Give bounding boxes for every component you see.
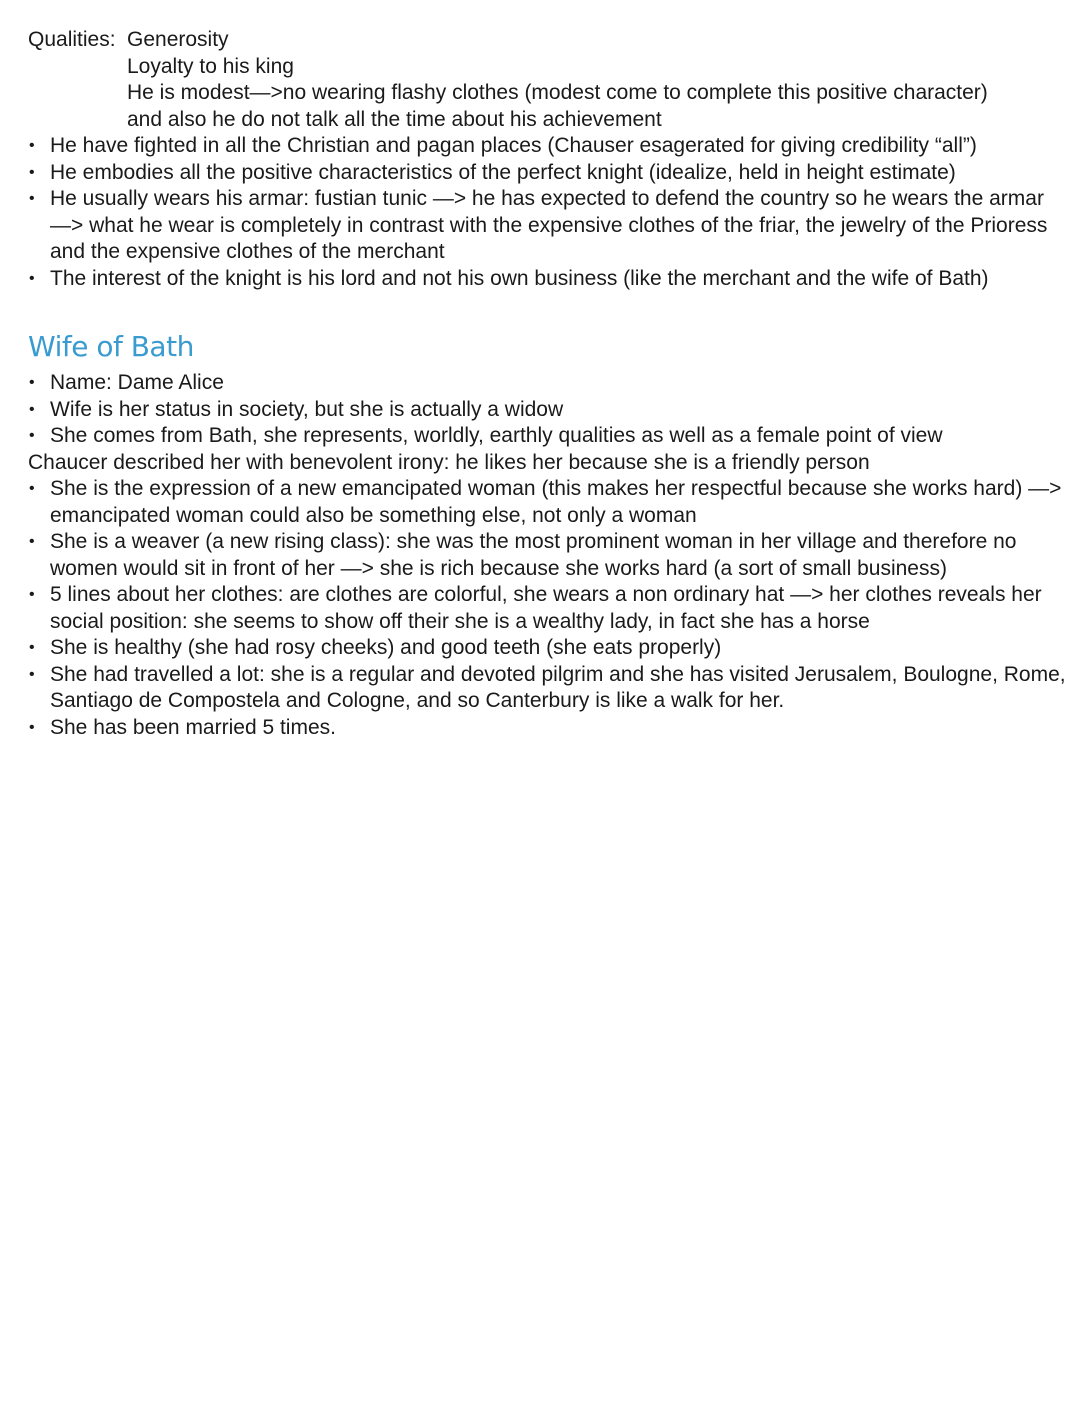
- list-item: • She comes from Bath, she represents, worldly, earthly qualities as well as a female point of view: [28, 423, 1068, 450]
- knight-bullet-list: [28, 133, 1068, 292]
- qualities-label: Qualities:: [28, 28, 116, 51]
- quality-modest: He is modest—>no wearing flashy clothes (modest come to complete this positive character): [127, 81, 988, 104]
- knight-qualities: [28, 27, 1068, 133]
- list-item: • She is a weaver (a new rising class): she was the most prominent woman in her village and therefore no women would sit in front of her —> she is rich because she works hard (a sort of small business): [28, 529, 1068, 582]
- quality-achievement: and also he do not talk all the time about his achievement: [127, 107, 662, 131]
- list-item: • He usually wears his armar: fustian tunic —> he has expected to defend the country so he wears the armar —> what he wear is completely in contrast with the expensive clothes of the friar, the jewelry of the Prioress and the expensive clothes of the merchant: [28, 186, 1068, 266]
- quality-generosity: Generosity: [127, 28, 229, 51]
- list-item: • The interest of the knight is his lord and not his own business (like the merchant and the wife of Bath): [28, 266, 1068, 293]
- wife-bullet-list-b: [28, 476, 1068, 741]
- list-item: • 5 lines about her clothes: are clothes are colorful, she wears a non ordinary hat —> her clothes reveals her social position: she seems to show off their she is a wealthy lady, in fact she has a horse: [28, 582, 1068, 635]
- list-item: • She has been married 5 times.: [28, 715, 1068, 742]
- notes-page: [28, 27, 1068, 741]
- list-item: • She is healthy (she had rosy cheeks) and good teeth (she eats properly): [28, 635, 1068, 662]
- wife-bullet-list-a: [28, 370, 1068, 450]
- quality-loyalty: Loyalty to his king: [127, 54, 294, 78]
- list-item: • She had travelled a lot: she is a regular and devoted pilgrim and she has visited Jerusalem, Boulogne, Rome, Santiago de Compostela and Cologne, and so Canterbury is like a walk for her.: [28, 662, 1068, 715]
- qualities-row: [28, 27, 1068, 54]
- chaucer-irony-line: Chaucer described her with benevolent irony: he likes her because she is a friendly person: [28, 450, 870, 474]
- list-item: • He embodies all the positive characteristics of the perfect knight (idealize, held in height estimate): [28, 160, 1068, 187]
- list-item: • Name: Dame Alice: [28, 370, 1068, 397]
- list-item: • He have fighted in all the Christian and pagan places (Chauser esagerated for giving credibility “all”): [28, 133, 1068, 160]
- section-heading-wife-of-bath: Wife of Bath: [28, 330, 194, 363]
- list-item: • Wife is her status in society, but she is actually a widow: [28, 397, 1068, 424]
- list-item: • She is the expression of a new emancipated woman (this makes her respectful because she works hard) —> emancipated woman could also be something else, not only a woman: [28, 476, 1068, 529]
